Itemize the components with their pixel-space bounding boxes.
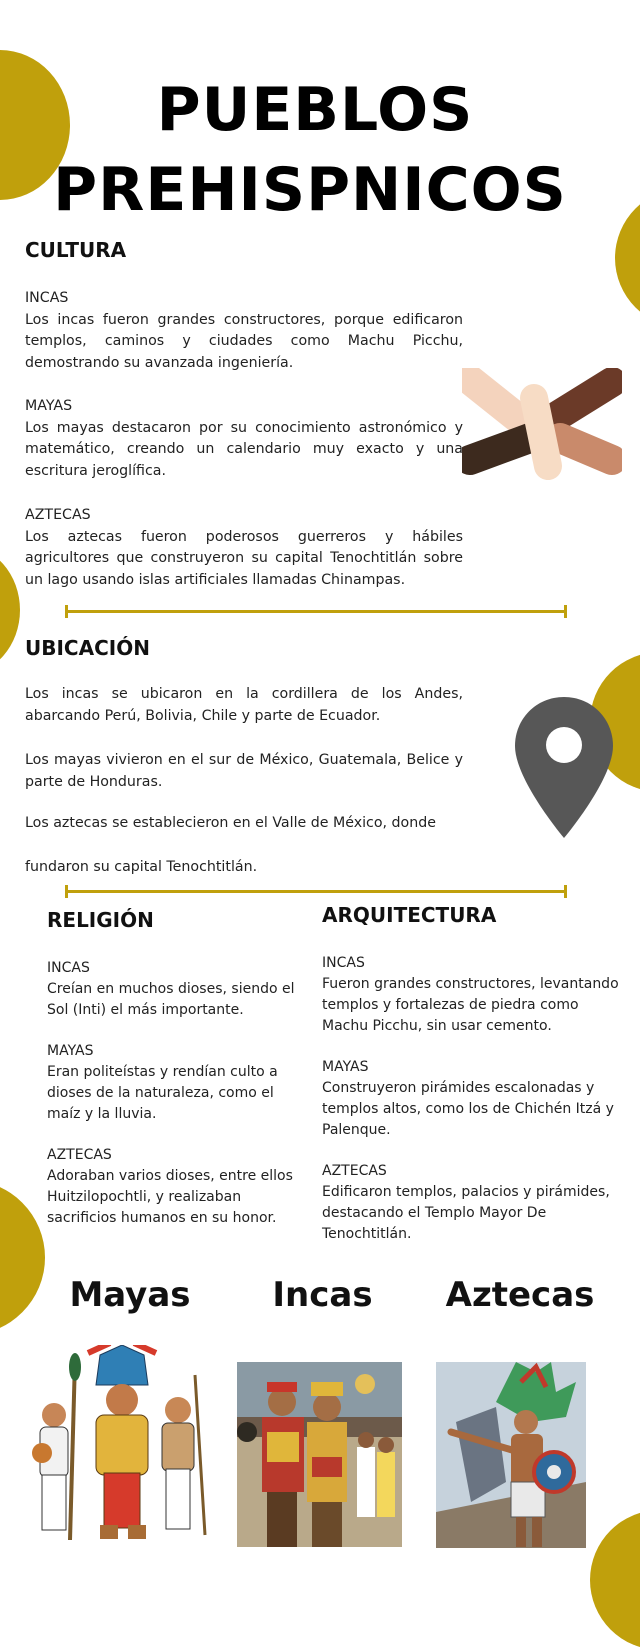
pueblo-name-aztecas: Aztecas	[445, 1275, 595, 1315]
cultura-mayas-block	[25, 396, 463, 482]
religion-incas-text: Creían en muchos dioses, siendo el Sol (Inti) el más importante.	[47, 981, 295, 1018]
religion-aztecas-label: AZTECAS	[47, 1147, 112, 1163]
cultura-incas-label: INCAS	[25, 290, 69, 306]
ubicacion-aztecas-line-1: Los aztecas se establecieron en el Valle de México, donde	[25, 815, 436, 831]
religion-incas-block	[47, 958, 302, 1021]
arquitectura-aztecas-block	[322, 1161, 622, 1245]
religion-mayas-block	[47, 1041, 302, 1125]
arquitectura-mayas-label: MAYAS	[322, 1059, 369, 1075]
ubicacion-mayas-text: Los mayas vivieron en el sur de México, Guatemala, Belice y parte de Honduras.	[25, 752, 463, 790]
ubicacion-aztecas-line-2: fundaron su capital Tenochtitlán.	[25, 859, 258, 875]
cultura-aztecas-text: Los aztecas fueron poderosos guerreros y hábiles agricultores que construyeron su capital Tenochtitlán sobre un lago usando islas artificiales llamadas Chinampas.	[25, 528, 463, 588]
section-divider-1	[65, 610, 567, 613]
map-pin-icon	[513, 695, 615, 840]
hand-light	[470, 380, 524, 423]
cultura-mayas-text: Los mayas destacaron por su conocimiento astronómico y matemático, creando un calendario muy exacto y una escritura jeroglífica.	[25, 419, 463, 479]
religion-aztecas-text: Adoraban varios dioses, entre ellos Huitzilopochtli, y realizaban sacrificios humanos en su honor.	[47, 1168, 293, 1226]
mayas-illustration	[30, 1345, 215, 1545]
decor-circle-bottom-right	[590, 1510, 640, 1650]
decor-circle-left-2	[0, 545, 20, 675]
section-divider-2	[65, 890, 567, 893]
aztecas-illustration	[436, 1362, 586, 1548]
page-title-line-2: PREHISPNICOS	[53, 155, 567, 225]
section-heading-arquitectura: ARQUITECTURA	[322, 903, 497, 927]
religion-aztecas-block	[47, 1145, 302, 1229]
hand-very-dark	[470, 438, 530, 460]
religion-mayas-text: Eran politeístas y rendían culto a dioses de la naturaleza, como el maíz y la lluvia.	[47, 1064, 278, 1122]
hand-tan	[560, 438, 612, 460]
section-heading-religion: RELIGIÓN	[47, 908, 154, 932]
decor-circle-right-1	[615, 188, 640, 328]
cultura-aztecas-label: AZTECAS	[25, 507, 91, 523]
page-title-line-1: PUEBLOS	[156, 75, 474, 145]
decor-circle-left-3	[0, 1180, 45, 1335]
ubicacion-incas-text: Los incas se ubicaron en la cordillera de los Andes, abarcando Perú, Bolivia, Chile y parte de Ecuador.	[25, 686, 463, 724]
cultura-mayas-label: MAYAS	[25, 398, 73, 414]
section-heading-ubicacion: UBICACIÓN	[25, 636, 150, 660]
arquitectura-incas-label: INCAS	[322, 955, 365, 971]
arquitectura-incas-block	[322, 953, 622, 1037]
religion-incas-label: INCAS	[47, 960, 90, 976]
arquitectura-incas-text: Fueron grandes constructores, levantando templos y fortalezas de piedra como Machu Picchu, sin usar cemento.	[322, 976, 619, 1034]
arquitectura-aztecas-label: AZTECAS	[322, 1163, 387, 1179]
cultura-incas-block	[25, 288, 463, 374]
united-hands-illustration	[462, 368, 622, 483]
pueblo-name-mayas: Mayas	[69, 1275, 191, 1315]
religion-mayas-label: MAYAS	[47, 1043, 94, 1059]
arquitectura-mayas-text: Construyeron pirámides escalonadas y templos altos, como los de Chichén Itzá y Palenque.	[322, 1080, 614, 1138]
pueblo-name-incas: Incas	[272, 1275, 373, 1315]
cultura-aztecas-block	[25, 505, 463, 591]
section-heading-cultura: CULTURA	[25, 238, 127, 262]
arquitectura-aztecas-text: Edificaron templos, palacios y pirámides, destacando el Templo Mayor De Tenochtitlán.	[322, 1184, 610, 1242]
arquitectura-mayas-block	[322, 1057, 622, 1141]
hand-pale	[534, 398, 548, 466]
incas-illustration	[237, 1362, 402, 1547]
cultura-incas-text: Los incas fueron grandes constructores, porque edificaron templos, caminos y ciudades como Machu Picchu, demostrando su avanzada ingeniería.	[25, 311, 463, 371]
hand-dark	[554, 382, 612, 418]
